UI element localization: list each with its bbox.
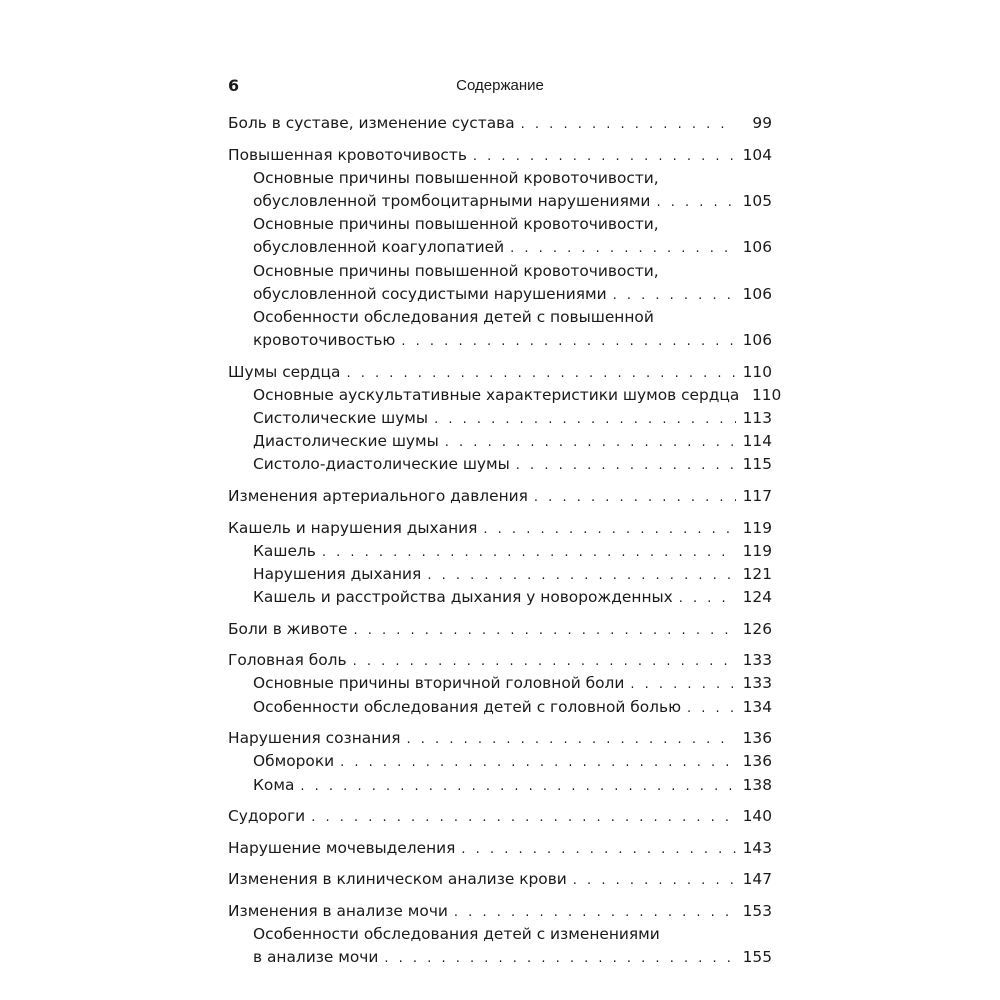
toc-line	[228, 306, 772, 329]
toc-entry-title: Особенности обследования детей с повышенной	[253, 307, 654, 326]
toc-entry[interactable]	[228, 727, 772, 750]
toc-entry[interactable]	[228, 306, 772, 352]
toc-entry[interactable]	[228, 586, 772, 609]
toc-page-number: 143	[742, 838, 772, 857]
toc-page-number: 147	[742, 870, 772, 889]
toc-entry-title: Изменения артериального давления	[228, 486, 528, 505]
dot-leader	[473, 145, 736, 168]
toc-line	[228, 144, 772, 167]
toc-page-number: 119	[742, 518, 772, 537]
toc-page-number: 136	[742, 729, 772, 748]
toc-entry[interactable]	[228, 900, 772, 923]
dot-leader	[483, 518, 736, 541]
toc-line	[228, 361, 772, 384]
toc-line	[228, 485, 772, 508]
toc-line	[228, 213, 772, 236]
dot-leader	[454, 901, 736, 924]
toc-page-number: 121	[742, 564, 772, 583]
toc-entry[interactable]	[228, 485, 772, 508]
toc-entry-title: Нарушение мочевыделения	[228, 838, 456, 857]
toc-entry[interactable]	[228, 672, 772, 695]
toc-entry[interactable]	[228, 696, 772, 719]
toc-page-number: 114	[742, 432, 772, 451]
toc-line	[228, 727, 772, 750]
toc-page-number: 115	[742, 455, 772, 474]
toc-line	[228, 517, 772, 540]
toc-entry-title: Особенности обследования детей с изменениями	[253, 925, 660, 944]
toc-entry-title: Боли в животе	[228, 619, 348, 638]
toc-line	[228, 112, 772, 135]
toc-entry-title: Основные причины повышенной кровоточивости,	[253, 215, 659, 234]
toc-entry[interactable]	[228, 430, 772, 453]
toc-page-number: 106	[742, 284, 772, 303]
dot-leader	[427, 564, 736, 587]
toc-entry[interactable]	[228, 563, 772, 586]
toc-page-number: 136	[742, 752, 772, 771]
toc-entry-title: Основные аускультативные характеристики шумов сердца	[253, 385, 740, 404]
toc-entry[interactable]	[228, 361, 772, 384]
toc-page-number: 99	[752, 114, 772, 132]
dot-leader	[521, 113, 736, 136]
dot-leader	[679, 587, 736, 610]
page-header	[228, 76, 772, 96]
toc-entry-title: Нарушения сознания	[228, 729, 401, 748]
toc-line	[228, 696, 772, 719]
toc-entry[interactable]	[228, 618, 772, 641]
toc-entry-title: Систолические шумы	[253, 409, 429, 428]
dot-leader	[687, 697, 736, 720]
toc-entry-title: Головная боль	[228, 651, 347, 670]
toc-entry[interactable]	[228, 213, 772, 259]
toc-line	[228, 563, 772, 586]
toc-entry-title: Кашель и расстройства дыхания у новорожденных	[253, 588, 673, 607]
toc-page-number: 140	[742, 807, 772, 826]
toc-line	[228, 190, 772, 213]
toc-entry-title: кровоточивостью	[253, 331, 396, 350]
dot-leader	[573, 869, 736, 892]
toc-line	[228, 586, 772, 609]
toc-page-number: 117	[742, 486, 772, 505]
toc-entry-title: Основные причины вторичной головной боли	[253, 674, 625, 693]
toc-line	[228, 618, 772, 641]
toc-entry[interactable]	[228, 837, 772, 860]
toc-entry[interactable]	[228, 649, 772, 672]
toc-line	[228, 946, 772, 969]
toc-entry-title: Особенности обследования детей с головной болью	[253, 697, 682, 716]
toc-entry[interactable]	[228, 868, 772, 891]
toc-line	[228, 900, 772, 923]
toc-entry-title: обусловленной тромбоцитарными нарушениями	[253, 191, 651, 210]
toc-entry-title: в анализе мочи	[253, 948, 379, 967]
toc-entry[interactable]	[228, 384, 782, 407]
toc-line	[228, 430, 772, 453]
toc-entry[interactable]	[228, 144, 772, 167]
toc-line	[228, 923, 772, 946]
toc-page-number: 138	[742, 775, 772, 794]
toc-page-number: 104	[742, 145, 772, 164]
toc-entry-title: Диастолические шумы	[253, 432, 439, 451]
toc-line	[228, 453, 772, 476]
toc-entry-title: Основные причины повышенной кровоточивости,	[253, 168, 659, 187]
toc-entry[interactable]	[228, 774, 772, 797]
dot-leader	[534, 486, 736, 509]
toc-entry-title: Изменения в анализе мочи	[228, 901, 448, 920]
toc-entry-title: Систоло-диастолические шумы	[253, 455, 510, 474]
toc-entry[interactable]	[228, 923, 772, 969]
toc-entry[interactable]	[228, 517, 772, 540]
dot-leader	[445, 431, 736, 454]
dot-leader	[340, 751, 736, 774]
toc-entry-title: Обмороки	[253, 752, 335, 771]
dot-leader	[613, 284, 736, 307]
toc-entry-title: обусловленной сосудистыми нарушениями	[253, 284, 607, 303]
toc-page-number: 134	[742, 697, 772, 716]
toc-page-number: 113	[742, 409, 772, 428]
page-number: 6	[228, 76, 240, 95]
dot-leader	[401, 330, 736, 353]
dot-leader	[311, 806, 736, 829]
toc-entry[interactable]	[228, 540, 772, 563]
toc-entry-title: Повышенная кровоточивость	[228, 145, 467, 164]
toc-page-number: 155	[742, 948, 772, 967]
toc-page-number: 106	[742, 331, 772, 350]
dot-leader	[353, 619, 736, 642]
toc-page-number: 133	[742, 674, 772, 693]
dot-leader	[461, 838, 736, 861]
toc-entry[interactable]	[228, 805, 772, 828]
toc-entry-title: Нарушения дыхания	[253, 564, 422, 583]
toc-line	[228, 649, 772, 672]
toc-line	[228, 260, 772, 283]
toc-entry[interactable]	[228, 750, 772, 773]
dot-leader	[630, 673, 736, 696]
toc-entry-title: Боль в суставе, изменение сустава	[228, 114, 515, 132]
toc-entry[interactable]	[228, 260, 772, 306]
toc-line	[228, 540, 772, 563]
dot-leader	[510, 237, 736, 260]
toc-entry[interactable]	[228, 407, 772, 430]
toc-line	[228, 407, 772, 430]
toc-line	[228, 672, 772, 695]
toc-line	[228, 774, 772, 797]
toc-page-number: 153	[742, 901, 772, 920]
toc-entry-title: Кашель	[253, 541, 316, 560]
dot-leader	[353, 650, 736, 673]
dot-leader	[434, 408, 736, 431]
toc-page-number: 110	[751, 385, 782, 404]
toc-line	[228, 750, 772, 773]
toc-line	[228, 805, 772, 828]
dot-leader	[407, 728, 736, 751]
toc-entry-title: Основные причины повышенной кровоточивости,	[253, 261, 659, 280]
dot-leader	[516, 454, 736, 477]
toc-entry[interactable]	[228, 453, 772, 476]
toc-line	[228, 167, 772, 190]
dot-leader	[384, 947, 736, 970]
toc-line	[228, 837, 772, 860]
dot-leader	[322, 541, 736, 564]
toc-line	[228, 329, 772, 352]
toc-entry-title: Судороги	[228, 807, 306, 826]
toc-page-number: 133	[742, 651, 772, 670]
toc-page-number: 106	[742, 238, 772, 257]
toc-entry-title: Шумы сердца	[228, 362, 341, 381]
toc-entry-title: Кашель и нарушения дыхания	[228, 518, 478, 537]
running-title: Содержание	[456, 77, 544, 94]
toc-entry-title: обусловленной коагулопатией	[253, 238, 505, 257]
toc-page-number: 124	[742, 588, 772, 607]
toc-page-number: 126	[742, 619, 772, 638]
toc-page-number: 119	[742, 541, 772, 560]
toc-entry-title: Изменения в клиническом анализе крови	[228, 870, 567, 889]
toc-line	[228, 868, 772, 891]
toc-line	[228, 236, 772, 259]
dot-leader	[656, 191, 736, 214]
toc-entry[interactable]	[228, 167, 772, 213]
dot-leader	[346, 362, 736, 385]
table-of-contents	[228, 112, 782, 969]
toc-line	[228, 384, 782, 407]
toc-entry[interactable]	[228, 112, 772, 135]
toc-entry-title: Кома	[253, 775, 295, 794]
toc-page-number: 105	[742, 191, 772, 210]
toc-page-number: 110	[742, 362, 772, 381]
toc-line	[228, 283, 772, 306]
dot-leader	[300, 775, 736, 798]
